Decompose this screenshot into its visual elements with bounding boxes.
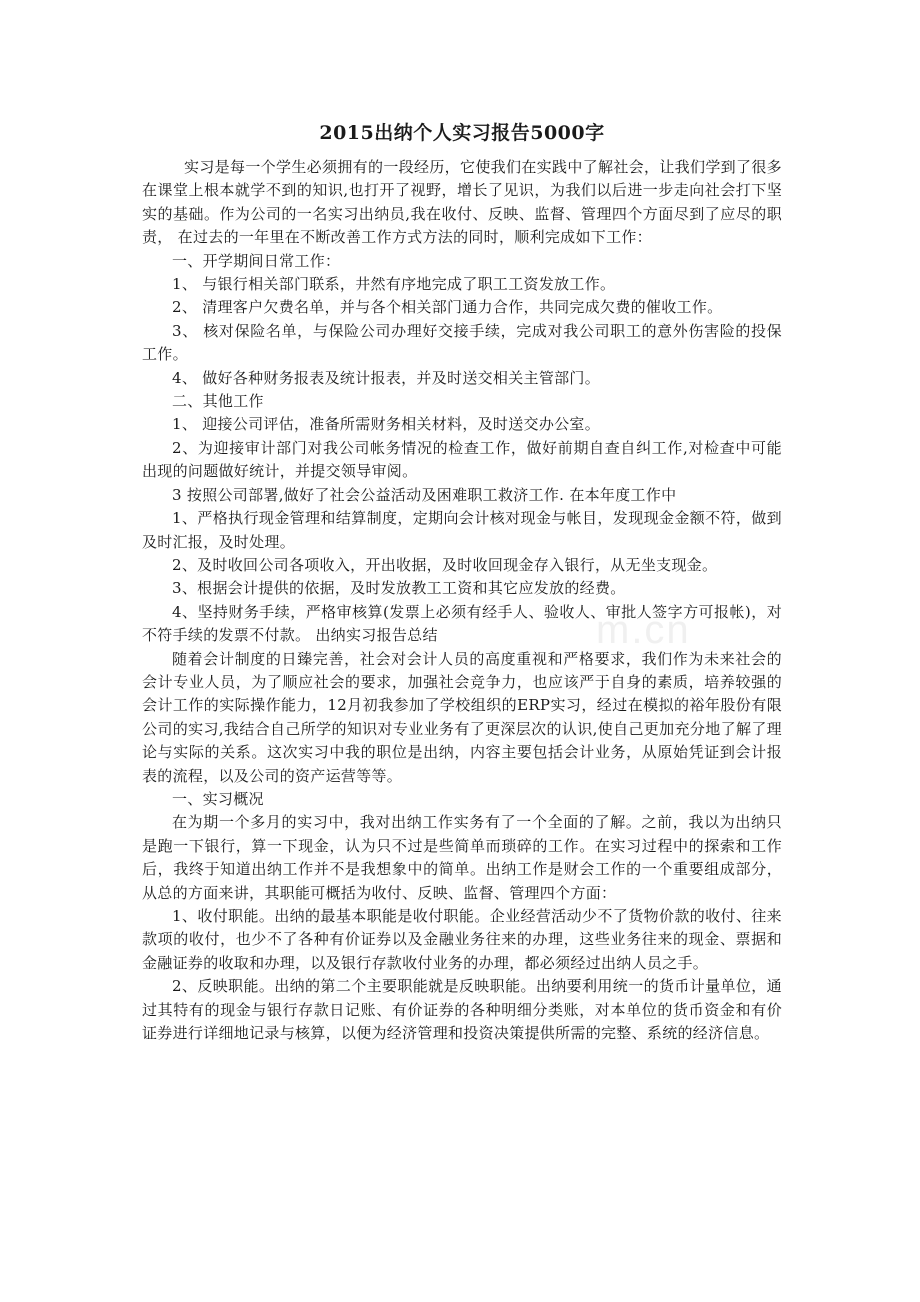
list-item: 1、严格执行现金管理和结算制度，定期向会计核对现金与帐目，发现现金金额不符，做到及时汇报，及时处理。 xyxy=(142,509,782,551)
paragraph-intro: 实习是每一个学生必须拥有的一段经历，它使我们在实践中了解社会，让我们学到了很多在课堂上根本就学不到的知识,也打开了视野，增长了见识，为我们以后进一步走向社会打下坚实的基础。作为公司的一名实习出纳员,我在收付、反映、监督、管理四个方面尽到了应尽的职责， 在过去的一年里在不断改善工作方式方法的同时，顺利完成如下工作： xyxy=(142,158,782,247)
list-item: 4、坚持财务手续，严格审核算(发票上必须有经手人、验收人、审批人签字方可报帐)，对不符手续的发票不付款。 出纳实习报告总结 xyxy=(142,602,782,645)
paragraph-overview: 在为期一个多月的实习中，我对出纳工作实务有了一个全面的了解。之前，我以为出纳只是跑一下银行，算一下现金，认为只不过是些简单而琐碎的工作。在实习过程中的探索和工作后，我终于知道出纳工作并不是我想象中的简单。出纳工作是财会工作的一个重要组成部分，从总的方面来讲，其职能可概括为收付、反映、监督、管理四个方面： xyxy=(142,813,782,902)
paragraph-summary: 随着会计制度的日臻完善，社会对会计人员的高度重视和严格要求，我们作为未来社会的会计专业人员，为了顺应社会的要求，加强社会竞争力，也应该严于自身的素质，培养较强的会计工作的实际操作能力，12月初我参加了学校组织的ERP实习，经过在模拟的裕年股份有限公司的实习,我结合自己所学的知识对专业业务有了更深层次的认识,使自己更加充分地了解了理论与实际的关系。这次实习中我的职位是出纳，内容主要包括会计业务，从原始凭证到会计报表的流程，以及公司的资产运营等等。 xyxy=(142,649,782,785)
list-item: 3、根据会计提供的依据，及时发放教工工资和其它应发放的经费。 xyxy=(172,579,626,598)
list-item: 1、 迎接公司评估，准备所需财务相关材料，及时送交办公室。 xyxy=(172,415,601,434)
paragraph-reporting-function: 2、反映职能。出纳的第二个主要职能就是反映职能。出纳要利用统一的货币计量单位，通过其特有的现金与银行存款日记账、有价证券的各种明细分类账，对本单位的货币资金和有价证券进行详细地记录与核算，以便为经济管理和投资决策提供所需的完整、系统的经济信息。 xyxy=(142,977,782,1043)
watermark-text: m.cn xyxy=(596,608,691,652)
list-item: 3、 核对保险名单，与保险公司办理好交接手续，完成对我公司职工的意外伤害险的投保工作。 xyxy=(142,321,782,364)
list-item: 2、 清理客户欠费名单，并与各个相关部门通力合作，共同完成欠费的催收工作。 xyxy=(172,298,723,317)
list-item: 3 按照公司部署,做好了社会公益活动及困难职工救济工作. 在本年度工作中 xyxy=(172,485,677,504)
list-item: 2、及时收回公司各项收入，开出收据，及时收回现金存入银行，从无坐支现金。 xyxy=(172,555,718,574)
section-heading-daily-work: 一、开学期间日常工作： xyxy=(172,251,341,270)
section-heading-overview: 一、实习概况 xyxy=(172,789,264,808)
list-item: 2、为迎接审计部门对我公司帐务情况的检查工作，做好前期自查自纠工作,对检查中可能出现的问题做好统计，并提交领导审阅。 xyxy=(142,438,782,481)
list-item: 1、 与银行相关部门联系，井然有序地完成了职工工资发放工作。 xyxy=(172,275,616,294)
paragraph-payment-function: 1、收付职能。出纳的最基本职能是收付职能。企业经营活动少不了货物价款的收付、往来款项的收付，也少不了各种有价证券以及金融业务往来的办理，这些业务往来的现金、票据和金融证券的收取和办理，以及银行存款收付业务的办理，都必须经过出纳人员之手。 xyxy=(142,907,782,972)
section-heading-other-work: 二、其他工作 xyxy=(172,392,264,411)
document-body xyxy=(142,156,782,1045)
document-title: 2015出纳个人实习报告5000字 xyxy=(319,122,605,144)
list-item: 4、 做好各种财务报表及统计报表，并及时送交相关主管部门。 xyxy=(172,368,601,387)
